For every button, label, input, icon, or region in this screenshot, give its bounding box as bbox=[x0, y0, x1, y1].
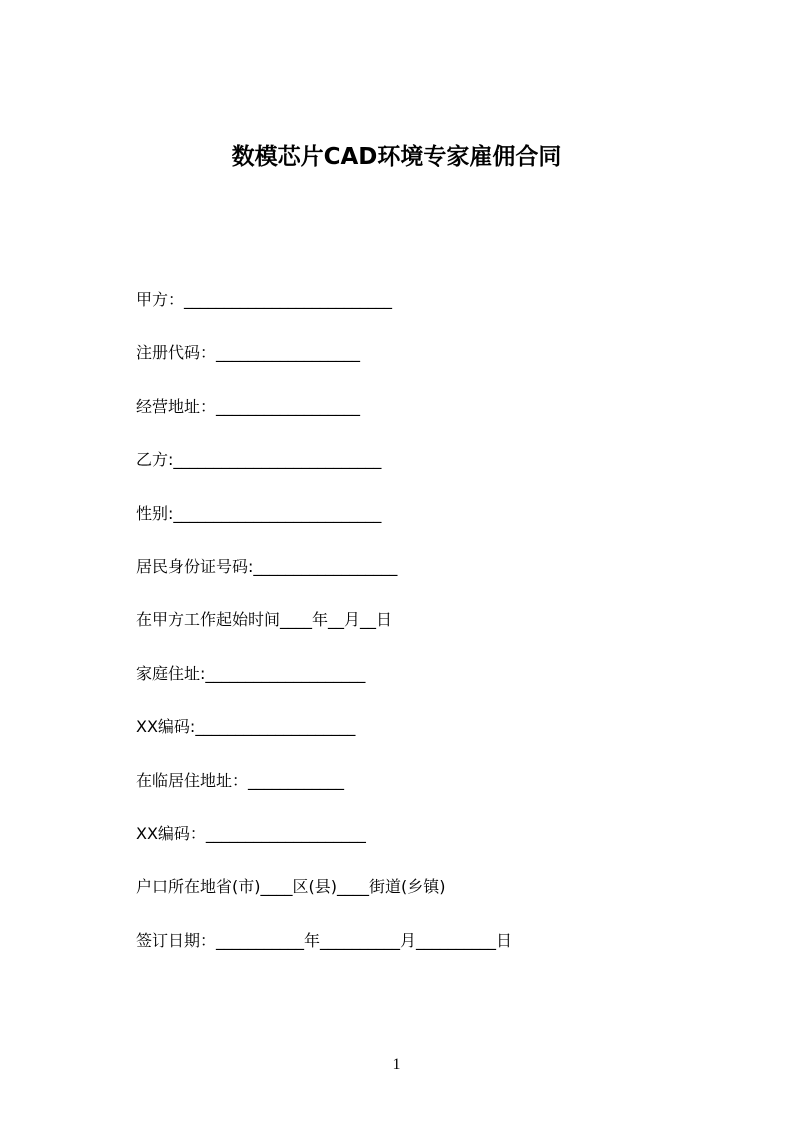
form-fields bbox=[136, 273, 756, 967]
field-temporary-address: 在临居住地址：____________ bbox=[136, 770, 345, 790]
field-home-address: 家庭住址:____________________ bbox=[136, 663, 366, 683]
document-title: 数模芯片CAD环境专家雇佣合同 bbox=[231, 144, 562, 170]
page-number: 1 bbox=[392, 1056, 401, 1073]
field-party-b: 乙方:__________________________ bbox=[136, 450, 382, 470]
field-party-a: 甲方：__________________________ bbox=[136, 290, 393, 309]
field-household-registration: 户口所在地省(市)____区(县)____街道(乡镇) bbox=[136, 877, 446, 897]
field-start-date: 在甲方工作起始时间____年__月__日 bbox=[136, 610, 393, 630]
field-signing-date: 签订日期：___________年__________月__________日 bbox=[136, 930, 513, 950]
field-temporary-postal-code: XX编码：____________________ bbox=[136, 823, 366, 843]
field-registration-code: 注册代码：__________________ bbox=[136, 343, 361, 363]
field-business-address: 经营地址：__________________ bbox=[136, 396, 361, 416]
field-id-number: 居民身份证号码:__________________ bbox=[136, 556, 398, 576]
field-gender: 性别:__________________________ bbox=[136, 503, 382, 523]
field-home-postal-code: XX编码:____________________ bbox=[136, 717, 356, 737]
